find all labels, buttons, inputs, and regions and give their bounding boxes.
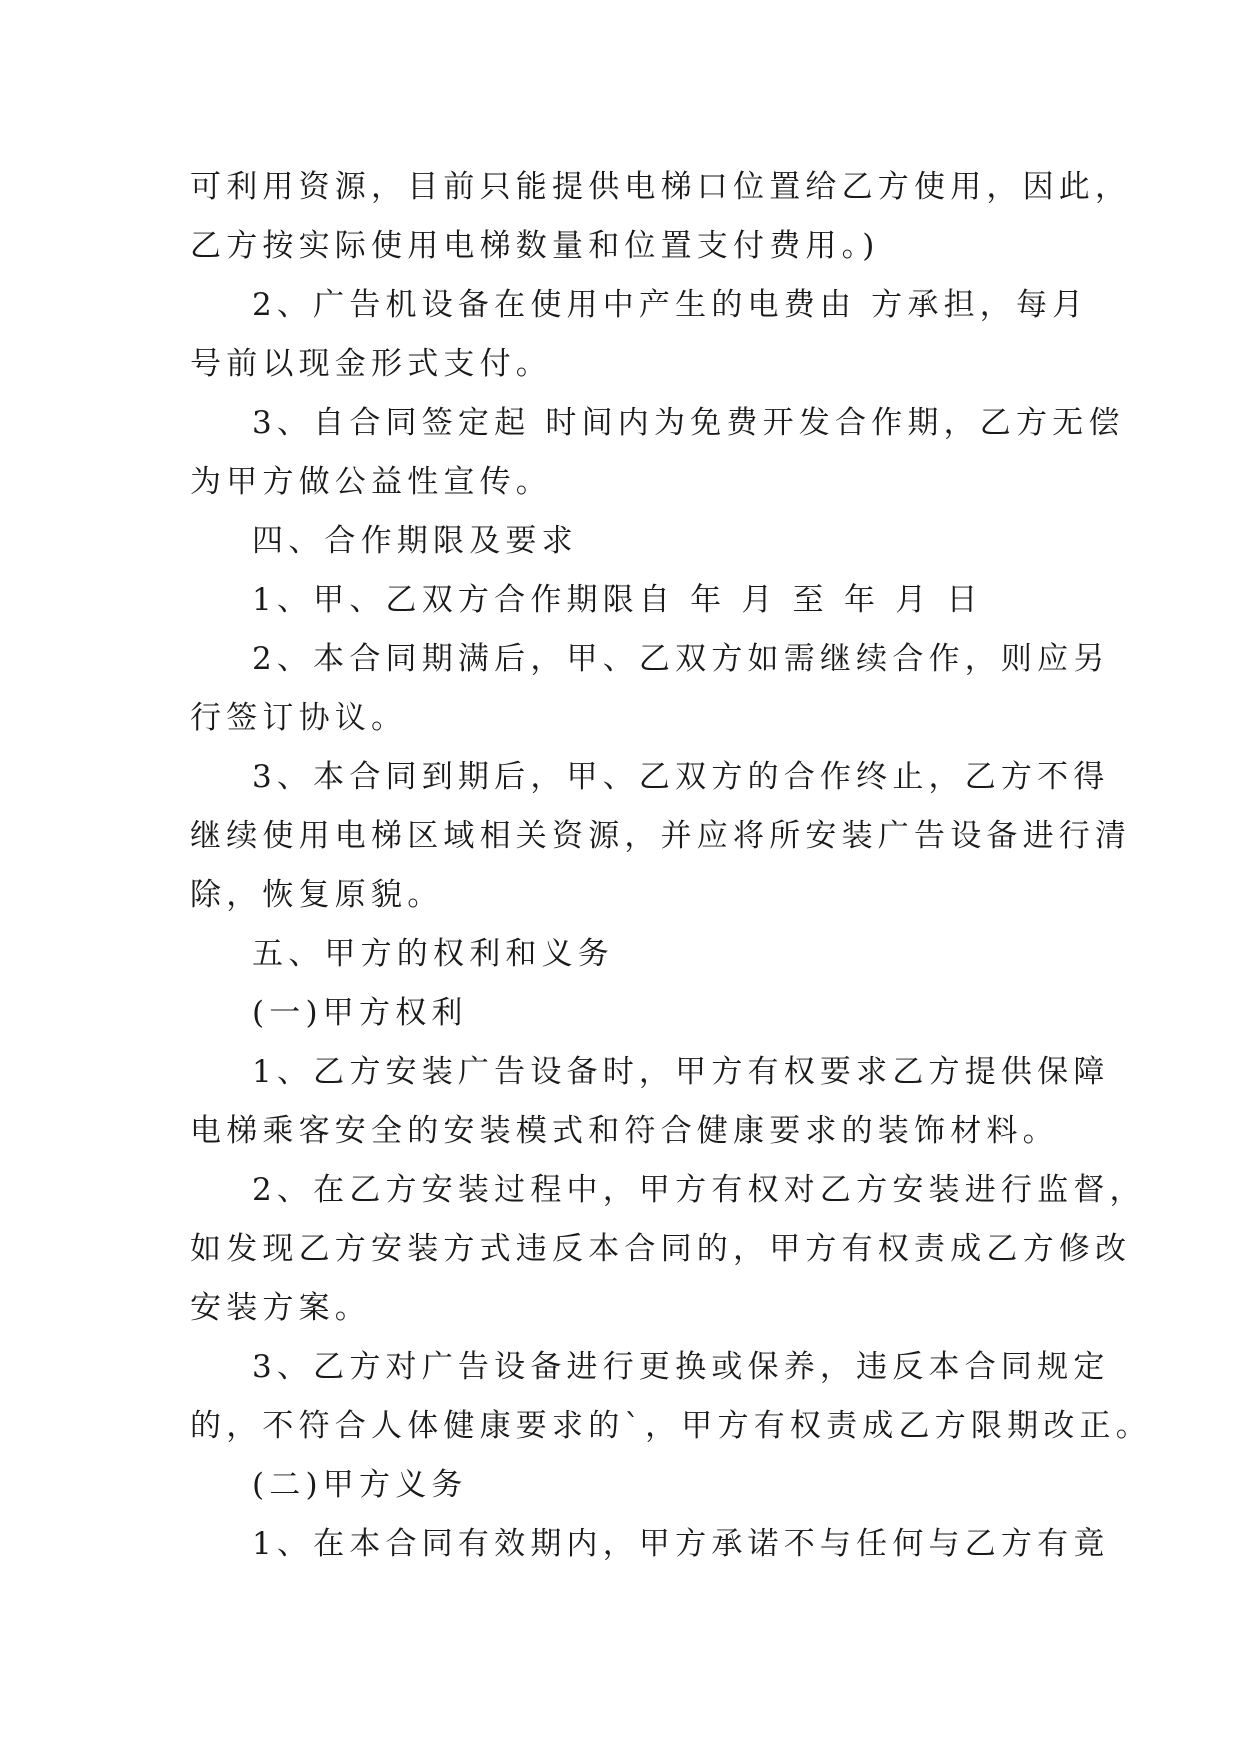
- text-line: 电梯乘客安全的安装模式和符合健康要求的装饰材料。: [190, 1113, 1059, 1149]
- section-heading: 五、甲方的权利和义务: [252, 936, 614, 972]
- text-line: 1、甲、乙双方合作期限自 年 月 至 年 月 日: [252, 582, 983, 618]
- text-line: 2、在乙方安装过程中，甲方有权对乙方安装进行监督，: [252, 1172, 1146, 1208]
- text-line: 2、本合同期满后，甲、乙双方如需继续合作，则应另: [252, 641, 1110, 677]
- text-line: 1、在本合同有效期内，甲方承诺不与任何与乙方有竟: [252, 1526, 1110, 1562]
- text-line: 乙方按实际使用电梯数量和位置支付费用。): [190, 228, 880, 264]
- text-line: 可利用资源，目前只能提供电梯口位置给乙方使用，因此，: [190, 169, 1132, 205]
- text-line: 除，恢复原貌。: [190, 877, 444, 913]
- text-line: 安装方案。: [190, 1290, 371, 1326]
- section-heading: 四、合作期限及要求: [252, 523, 578, 559]
- text-line: 2、广告机设备在使用中产生的电费由 方承担，每月: [252, 287, 1089, 323]
- text-line: 3、乙方对广告设备进行更换或保养，违反本合同规定: [252, 1349, 1110, 1385]
- text-line: 为甲方做公益性宣传。: [190, 464, 552, 500]
- text-line: 的，不符合人体健康要求的`，甲方有权责成乙方限期改正。: [190, 1408, 1152, 1444]
- text-line: 继续使用电梯区域相关资源，并应将所安装广告设备进行清: [190, 818, 1132, 854]
- text-line: 如发现乙方安装方式违反本合同的，甲方有权责成乙方修改: [190, 1231, 1132, 1267]
- text-line: 1、乙方安装广告设备时，甲方有权要求乙方提供保障: [252, 1054, 1110, 1090]
- text-line: 号前以现金形式支付。: [190, 346, 552, 382]
- text-line: 行签订协议。: [190, 700, 408, 736]
- subsection-heading: (一)甲方权利: [252, 995, 468, 1031]
- subsection-heading: (二)甲方义务: [252, 1467, 468, 1503]
- text-line: 3、本合同到期后，甲、乙双方的合作终止，乙方不得: [252, 759, 1110, 795]
- text-line: 3、自合同签定起 时间内为免费开发合作期，乙方无偿: [252, 405, 1125, 441]
